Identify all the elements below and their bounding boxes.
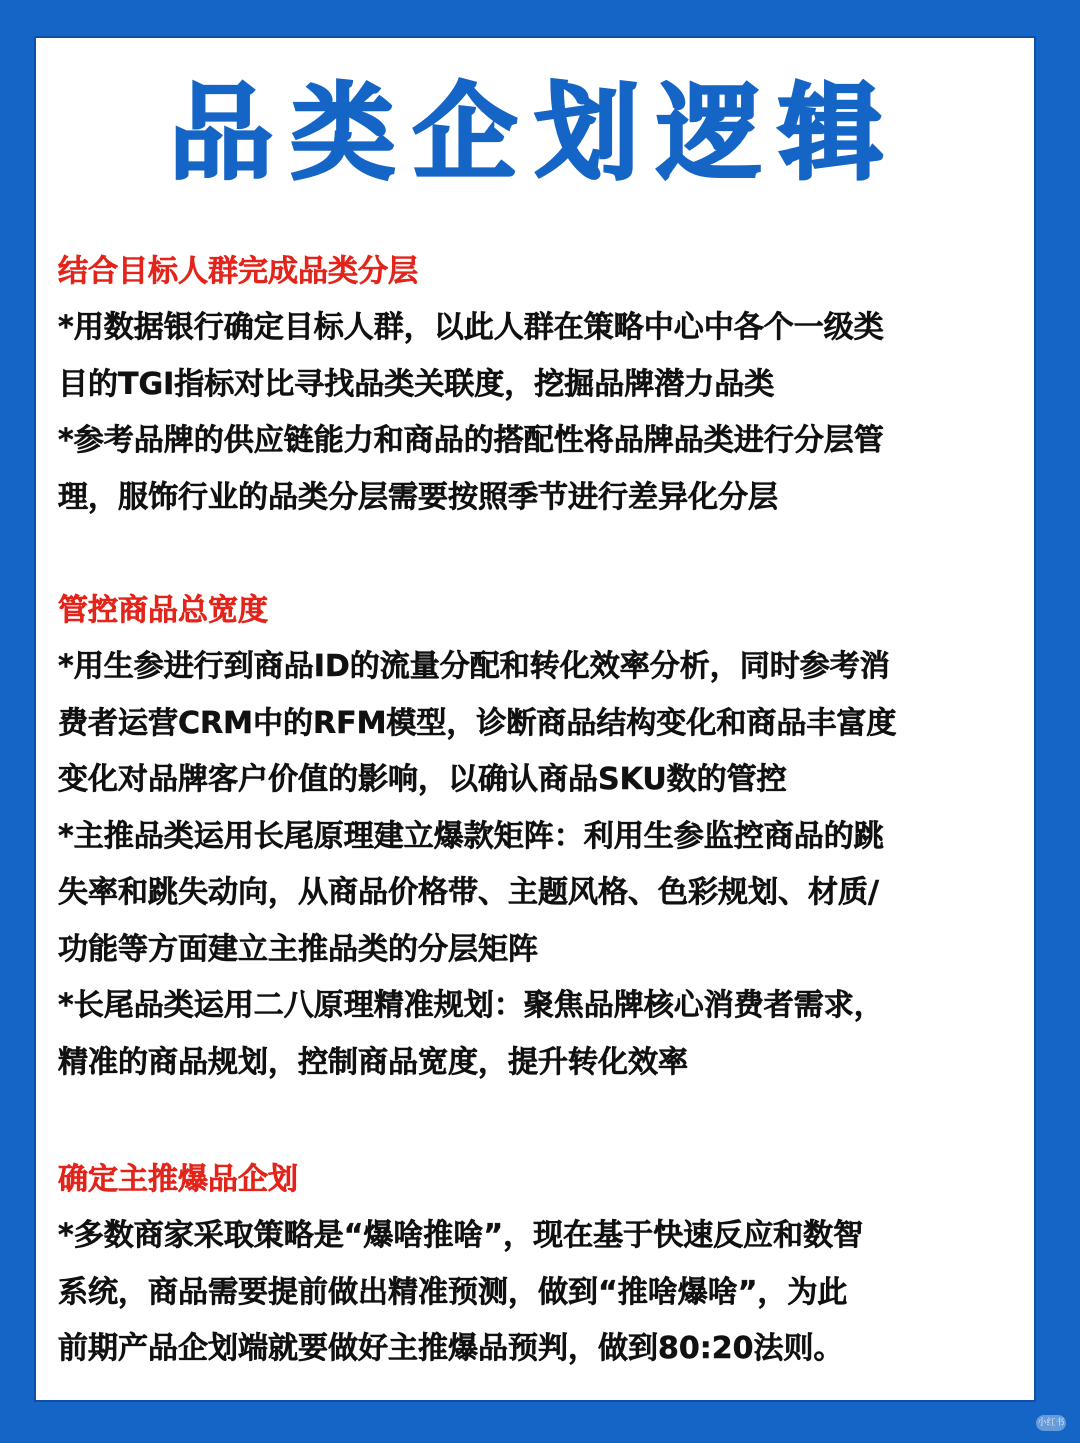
- section-body: [58, 1208, 1028, 1378]
- body-line: *参考品牌的供应链能力和商品的搭配性将品牌品类进行分层管: [58, 423, 884, 458]
- section-hero-products: [58, 1152, 1028, 1378]
- body-line: 失率和跳失动向，从商品价格带、主题风格、色彩规划、材质/: [58, 875, 879, 910]
- body-line: 功能等方面建立主推品类的分层矩阵: [58, 931, 538, 967]
- body-line: 理，服饰行业的品类分层需要按照季节进行差异化分层: [58, 479, 778, 515]
- section-product-width: [58, 583, 1028, 1091]
- body-line: 变化对品牌客户价值的影响，以确认商品SKU数的管控: [58, 762, 787, 797]
- section-category-layering: [58, 244, 1028, 526]
- body-line: 前期产品企划端就要做好主推爆品预判，做到80:20法则。: [58, 1331, 844, 1366]
- section-body: [58, 300, 1028, 526]
- body-line: *用数据银行确定目标人群，以此人群在策略中心中各个一级类: [58, 310, 884, 345]
- body-line: *用生参进行到商品ID的流量分配和转化效率分析，同时参考消: [58, 649, 890, 684]
- section-heading: 管控商品总宽度: [58, 593, 268, 628]
- body-line: *长尾品类运用二八原理精准规划：聚焦品牌核心消费者需求，: [58, 988, 884, 1023]
- watermark-logo: 小红书: [1036, 1415, 1066, 1431]
- body-line: 目的TGI指标对比寻找品类关联度，挖掘品牌潜力品类: [58, 366, 775, 402]
- body-line: 精准的商品规划，控制商品宽度，提升转化效率: [58, 1044, 688, 1080]
- body-line: 费者运营CRM中的RFM模型，诊断商品结构变化和商品丰富度: [58, 705, 897, 741]
- page-title: 品类企划逻辑: [168, 72, 901, 194]
- content-card: [34, 36, 1036, 1402]
- body-line: *主推品类运用长尾原理建立爆款矩阵：利用生参监控商品的跳: [58, 818, 884, 854]
- section-body: [58, 639, 1028, 1091]
- section-heading: 结合目标人群完成品类分层: [58, 254, 418, 289]
- section-heading: 确定主推爆品企划: [58, 1162, 298, 1197]
- body-line: 系统，商品需要提前做出精准预测，做到“推啥爆啥”，为此: [58, 1274, 848, 1310]
- body-line: *多数商家采取策略是“爆啥推啥”，现在基于快速反应和数智: [58, 1218, 864, 1253]
